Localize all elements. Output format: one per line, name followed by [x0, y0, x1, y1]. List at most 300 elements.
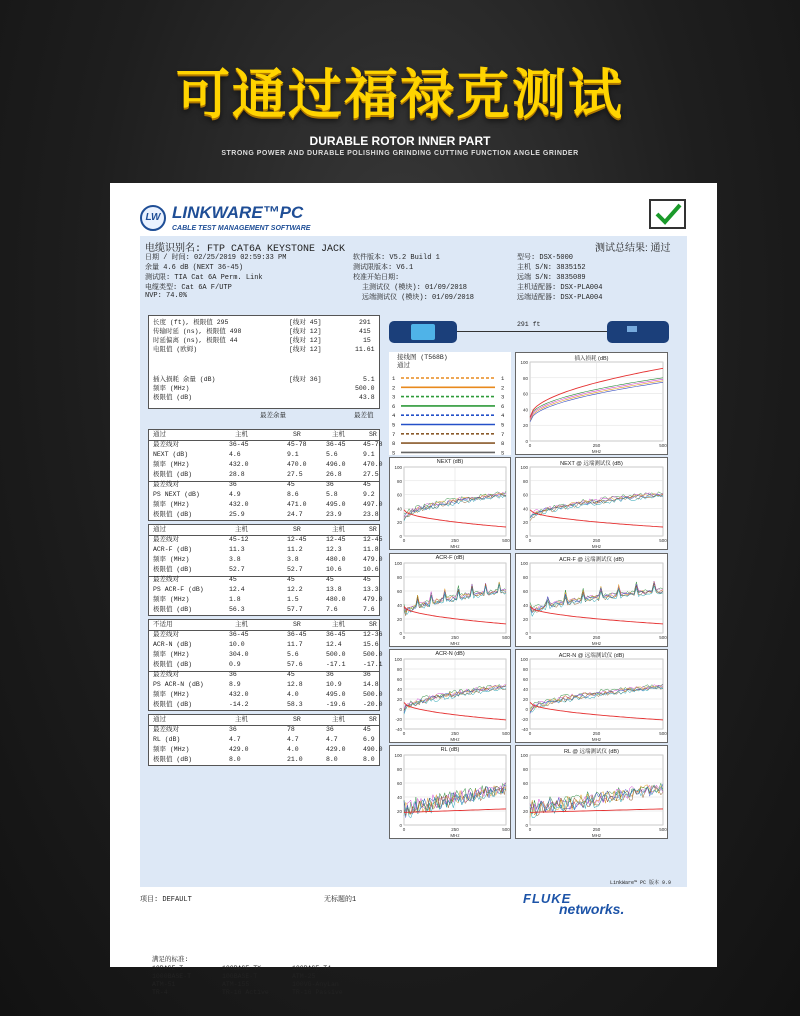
- x-tick-label: 0: [402, 538, 406, 543]
- y-tick-label: 60: [522, 589, 528, 594]
- skew-label: 时延偏离 (ns), 极限值 44: [153, 337, 238, 344]
- pin-label: 1: [392, 375, 396, 382]
- table-col-header: 主机: [332, 431, 345, 438]
- y-tick-label: 0: [399, 707, 402, 712]
- row-label: 极限值 (dB): [153, 471, 193, 478]
- row-label: 极限值 (dB): [153, 701, 193, 708]
- il-value: 5.1: [363, 376, 375, 383]
- chart-plot: [390, 554, 512, 648]
- resistance-pair: [线对 12]: [289, 346, 322, 353]
- row-label: 最差线对: [153, 576, 179, 583]
- cell-value: 45: [363, 726, 371, 733]
- cell-value: 52.7: [229, 566, 245, 573]
- y-tick-label: 100: [520, 465, 528, 470]
- cell-value: 56.3: [229, 606, 245, 613]
- cable-type: 电缆类型: Cat 6A F/UTP: [145, 284, 232, 292]
- standard-item: 100VG-AnyLan: [292, 981, 339, 988]
- table-col-header: SR: [293, 526, 301, 533]
- length-value: 291: [359, 319, 371, 326]
- y-tick-label: 20: [396, 520, 402, 526]
- cell-value: 45: [287, 671, 295, 678]
- chart-title: ACR-F (dB): [435, 555, 465, 561]
- chart-panel: [515, 352, 668, 455]
- cell-value: -17.1: [326, 661, 346, 668]
- cell-value: 78: [287, 726, 295, 733]
- results-table: [148, 714, 383, 766]
- row-label: 极限值 (dB): [153, 606, 193, 613]
- standard-item: 1000BASE-T: [152, 973, 192, 980]
- x-tick-label: 500: [659, 443, 667, 448]
- x-tick-label: 250: [451, 538, 459, 543]
- cell-value: 12.4: [229, 586, 245, 593]
- cell-value: 11.3: [229, 546, 245, 553]
- y-tick-label: 60: [396, 492, 402, 498]
- y-tick-label: 60: [522, 492, 528, 498]
- main-calibration: 主测试仪 (模块): 01/09/2018: [362, 284, 468, 292]
- y-tick-label: 40: [396, 795, 402, 800]
- cell-value: 8.6: [287, 491, 299, 498]
- skew-value: 15: [363, 337, 371, 344]
- x-tick-label: 250: [592, 827, 601, 832]
- cable-line: [457, 331, 607, 332]
- y-tick-label: 20: [522, 520, 528, 526]
- prop-delay-pair: [线对 12]: [289, 328, 322, 335]
- x-tick-label: 250: [451, 827, 459, 832]
- pin-label: S: [392, 449, 396, 455]
- cell-value: 4.0: [287, 746, 299, 753]
- x-axis-label: MHz: [591, 833, 602, 838]
- cell-value: 4.7: [287, 736, 299, 743]
- cell-value: 14.8: [363, 681, 379, 688]
- report-header: [140, 236, 687, 302]
- y-tick-label: 40: [396, 603, 402, 608]
- cell-value: 13.3: [363, 586, 379, 593]
- results-table: [148, 429, 383, 521]
- pin-label: 5: [501, 421, 505, 429]
- cell-value: 9.1: [363, 451, 375, 458]
- y-tick-label: -20: [521, 717, 528, 722]
- row-label: PS NEXT (dB): [153, 491, 200, 498]
- device-diagram: [389, 315, 679, 350]
- il-limit-label: 极限值 (dB): [153, 394, 193, 401]
- cell-value: 3.8: [287, 556, 299, 563]
- cell-value: 432.0: [229, 461, 249, 468]
- x-axis-label: MHz: [591, 737, 602, 742]
- wiremap-title: 接线图 (T568B): [397, 354, 448, 361]
- x-tick-label: 500: [659, 635, 667, 640]
- chart-panel: [389, 553, 511, 647]
- cell-value: 0.9: [229, 661, 241, 668]
- cell-value: 45-12: [229, 536, 249, 543]
- row-label: 频率 (MHz): [153, 596, 190, 603]
- x-tick-label: 0: [528, 827, 532, 832]
- chart-plot: [516, 554, 669, 648]
- cell-value: 4.0: [287, 691, 299, 698]
- cell-value: 36-45: [326, 631, 346, 638]
- cell-value: 8.0: [326, 756, 338, 763]
- row-label: ACR-F (dB): [153, 546, 193, 553]
- cell-value: 12-45: [287, 536, 307, 543]
- remote-adapter: 远端适配器: DSX-PLA004: [517, 294, 603, 302]
- cell-value: 5.8: [326, 491, 338, 498]
- y-tick-label: 20: [522, 617, 528, 622]
- cell-value: 495.0: [326, 501, 346, 508]
- chart-title: NEXT @ 远端测试仪 (dB): [560, 461, 623, 467]
- x-tick-label: 0: [528, 635, 532, 640]
- standard-item: ATM-155: [222, 981, 250, 988]
- cell-value: 4.6: [229, 451, 241, 458]
- y-tick-label: 40: [396, 506, 402, 512]
- cell-value: 432.0: [229, 691, 249, 698]
- row-label: 最差线对: [153, 631, 179, 638]
- x-tick-label: 0: [402, 635, 406, 640]
- chart-title: ACR-N (dB): [435, 651, 465, 657]
- table-col-header: 主机: [235, 621, 248, 628]
- cell-value: 12-36: [363, 631, 383, 638]
- standards-title: 满足的标准:: [152, 956, 189, 963]
- chart-title: NEXT (dB): [436, 459, 464, 465]
- cell-value: 11.7: [287, 641, 303, 648]
- cell-value: 36-45: [326, 441, 346, 448]
- results-table: [148, 619, 383, 711]
- chart-panel: [389, 649, 511, 743]
- cell-value: 7.6: [326, 606, 338, 613]
- results-table: [148, 524, 383, 616]
- cell-value: 500.0: [363, 691, 383, 698]
- chart-plot: [390, 458, 512, 551]
- pin-label: 7: [392, 430, 396, 438]
- row-label: 最差线对: [153, 726, 179, 733]
- x-axis-label: MHz: [591, 641, 602, 646]
- wiremap-status: 通过: [397, 362, 410, 369]
- y-tick-label: 20: [522, 809, 528, 814]
- row-label: 频率 (MHz): [153, 651, 190, 658]
- x-tick-label: 500: [502, 538, 510, 543]
- cell-value: 45: [287, 481, 295, 488]
- cell-value: 4.7: [229, 736, 241, 743]
- project-label: 项目: DEFAULT: [140, 896, 192, 904]
- wiremap-box: [389, 352, 511, 455]
- x-axis-label: MHz: [591, 544, 602, 549]
- subtitle-line-2: STRONG POWER AND DURABLE POLISHING GRINDING CUTTING FUNCTION ANGLE GRINDER: [221, 150, 579, 157]
- row-label: 频率 (MHz): [153, 461, 190, 468]
- y-tick-label: 20: [396, 697, 402, 702]
- prop-delay-value: 415: [359, 328, 371, 335]
- cell-value: 36: [326, 671, 334, 678]
- cell-value: 6.9: [363, 736, 375, 743]
- cell-value: 36-45: [229, 631, 249, 638]
- y-tick-label: 80: [522, 375, 528, 381]
- remote-tester-icon: [607, 321, 669, 343]
- pin-label: S: [501, 449, 505, 455]
- row-label: 最差线对: [153, 671, 179, 678]
- cell-value: 23.8: [363, 511, 379, 518]
- cell-value: 490.0: [363, 746, 383, 753]
- chart-plot: [516, 650, 669, 744]
- standard-item: ATM-25: [292, 973, 316, 980]
- x-axis-label: MHz: [450, 833, 460, 838]
- table-col-header: SR: [293, 621, 301, 628]
- x-tick-label: 0: [528, 443, 532, 448]
- test-report-sheet: [110, 183, 717, 996]
- chart-title: 插入损耗 (dB): [574, 356, 609, 362]
- x-axis-label: MHz: [450, 544, 460, 549]
- x-axis-label: MHz: [591, 449, 602, 454]
- y-tick-label: 60: [522, 391, 528, 397]
- chart-panel: [515, 745, 668, 839]
- y-tick-label: 20: [396, 809, 402, 814]
- brand-tagline: CABLE TEST MANAGEMENT SOFTWARE: [172, 225, 311, 232]
- row-label: 极限值 (dB): [153, 511, 193, 518]
- cell-value: 45-78: [287, 441, 307, 448]
- chart-panel: [515, 553, 668, 647]
- chart-plot: [390, 650, 512, 744]
- cell-value: 45: [326, 576, 334, 583]
- x-axis-label: MHz: [450, 737, 460, 742]
- cable-length: 291 ft: [517, 321, 541, 328]
- cell-value: 25.9: [229, 511, 245, 518]
- standard-item: 10BASE-T: [152, 965, 184, 972]
- chart-plot: [390, 746, 512, 840]
- cell-value: 27.5: [363, 471, 379, 478]
- y-tick-label: 0: [525, 439, 528, 444]
- x-tick-label: 500: [659, 731, 667, 736]
- cell-value: 432.0: [229, 501, 249, 508]
- row-label: 频率 (MHz): [153, 746, 190, 753]
- cell-value: 3.8: [229, 556, 241, 563]
- y-tick-label: 100: [520, 360, 528, 365]
- cell-value: 24.7: [287, 511, 303, 518]
- main-adapter: 主机适配器: DSX-PLA004: [517, 284, 603, 292]
- cell-value: 45: [287, 576, 295, 583]
- cell-value: 10.9: [326, 681, 342, 688]
- y-tick-label: 0: [525, 707, 528, 712]
- cell-value: 496.0: [326, 461, 346, 468]
- cell-value: 8.0: [229, 756, 241, 763]
- chart-panel: [515, 649, 668, 743]
- y-tick-label: 60: [522, 781, 528, 786]
- limit-version: 测试限版本: V6.1: [353, 264, 414, 272]
- cell-value: 12.2: [287, 586, 303, 593]
- cell-value: 26.8: [326, 471, 342, 478]
- calibration-date: 校准开始日期:: [353, 274, 400, 282]
- x-tick-label: 500: [502, 635, 510, 640]
- y-tick-label: 40: [396, 687, 402, 692]
- cell-value: 58.3: [287, 701, 303, 708]
- y-tick-label: -40: [521, 727, 528, 732]
- software-version: 软件版本: V5.2 Build 1: [353, 254, 440, 262]
- y-tick-label: 0: [399, 631, 402, 636]
- cell-value: -17.1: [363, 661, 383, 668]
- cell-value: 15.6: [363, 641, 379, 648]
- linkware-logo: [140, 203, 330, 239]
- cell-value: 10.6: [326, 566, 342, 573]
- length-label: 长度 (ft), 极限值 295: [153, 319, 229, 326]
- il-limit-value: 43.8: [359, 394, 375, 401]
- fluke-networks-logo: networks.: [559, 901, 625, 917]
- resistance-value: 11.61: [355, 346, 375, 353]
- y-tick-label: 60: [396, 677, 402, 682]
- table-col-header: SR: [369, 431, 377, 438]
- y-tick-label: 20: [396, 617, 402, 622]
- pin-label: 6: [501, 402, 505, 410]
- x-tick-label: 250: [592, 443, 601, 448]
- chart-panel: [389, 457, 511, 550]
- y-tick-label: 100: [394, 465, 402, 470]
- cell-value: 12.8: [287, 681, 303, 688]
- x-tick-label: 250: [592, 635, 601, 640]
- chart-title: ACR-N @ 远端测试仪 (dB): [558, 653, 625, 659]
- subtitle-line-1: DURABLE ROTOR INNER PART: [309, 134, 491, 148]
- x-tick-label: 0: [402, 827, 406, 832]
- x-tick-label: 0: [528, 538, 532, 543]
- table-col-header: SR: [293, 431, 301, 438]
- table-col-header: 主机: [235, 716, 248, 723]
- chart-title: RL (dB): [440, 747, 460, 753]
- standard-item: 10GBASE-T: [222, 973, 258, 980]
- remote-calibration: 远端测试仪 (模块): 01/09/2018: [362, 294, 475, 302]
- cell-value: 480.0: [326, 556, 346, 563]
- date-time: 日期 / 时间: 02/25/2019 02:59:33 PM: [145, 254, 287, 262]
- cell-value: 13.8: [326, 586, 342, 593]
- y-tick-label: 60: [396, 589, 402, 594]
- y-tick-label: 40: [522, 407, 528, 413]
- cell-value: 52.7: [287, 566, 303, 573]
- main-sn: 主机 S/N: 3835152: [517, 264, 586, 272]
- main-tester-icon: [389, 321, 457, 343]
- chart-title: ACR-F @ 远端测试仪 (dB): [559, 557, 624, 563]
- cell-value: 36: [326, 726, 334, 733]
- cell-value: 28.8: [229, 471, 245, 478]
- cell-value: 4.7: [326, 736, 338, 743]
- row-label: RL (dB): [153, 736, 181, 743]
- y-tick-label: 40: [522, 795, 528, 800]
- cell-value: 45: [363, 481, 371, 488]
- skew-pair: [线对 12]: [289, 337, 322, 344]
- y-tick-label: 0: [525, 823, 528, 828]
- y-tick-label: 100: [394, 561, 402, 566]
- cell-value: 12.3: [326, 546, 342, 553]
- y-tick-label: 80: [522, 667, 528, 672]
- y-tick-label: 80: [396, 478, 402, 484]
- cell-value: 36: [229, 726, 237, 733]
- table-col-header: SR: [293, 716, 301, 723]
- standard-item: TR-16 Passive: [292, 989, 343, 996]
- cell-value: 479.0: [363, 596, 383, 603]
- pin-label: 4: [392, 412, 396, 420]
- pin-label: 5: [392, 421, 396, 429]
- table-col-header: 主机: [332, 621, 345, 628]
- row-label: 极限值 (dB): [153, 661, 193, 668]
- pass-check-icon: [649, 199, 686, 229]
- prop-delay-label: 传输时延 (ns), 极限值 498: [153, 328, 242, 335]
- chart-plot: [516, 458, 669, 551]
- margin: 余量 4.6 dB (NEXT 36-45): [145, 264, 244, 272]
- y-tick-label: 100: [520, 753, 528, 758]
- lw-badge-icon: LW: [140, 205, 166, 231]
- cell-value: 36: [229, 481, 237, 488]
- length-box: [148, 315, 380, 409]
- cell-value: 1.5: [287, 596, 299, 603]
- x-tick-label: 250: [592, 538, 601, 543]
- y-tick-label: 100: [520, 561, 528, 566]
- row-label: 极限值 (dB): [153, 566, 193, 573]
- x-tick-label: 250: [451, 635, 459, 640]
- row-label: 极限值 (dB): [153, 756, 193, 763]
- cell-value: 9.1: [287, 451, 299, 458]
- cell-value: 36: [326, 481, 334, 488]
- cell-value: 57.7: [287, 606, 303, 613]
- cell-value: 45: [363, 576, 371, 583]
- chart-plot: [516, 353, 669, 456]
- resistance-label: 电阻值 (欧姆): [153, 346, 198, 353]
- cell-value: 304.0: [229, 651, 249, 658]
- cell-value: 36: [363, 671, 371, 678]
- cell-value: 480.0: [326, 596, 346, 603]
- y-tick-label: -40: [395, 727, 402, 732]
- standard-item: 100BASE-T4: [292, 965, 332, 972]
- cell-value: 5.6: [326, 451, 338, 458]
- x-tick-label: 500: [502, 827, 510, 832]
- cell-value: 11.8: [363, 546, 379, 553]
- brand-name: LINKWARE™PC: [172, 203, 304, 222]
- y-tick-label: 60: [522, 677, 528, 682]
- table-col-header: 主机: [235, 526, 248, 533]
- cell-value: 36-45: [229, 441, 249, 448]
- x-tick-label: 0: [402, 731, 406, 736]
- row-label: 最差线对: [153, 536, 179, 543]
- il-pair: [线对 36]: [289, 376, 322, 383]
- cell-value: 21.0: [287, 756, 303, 763]
- cell-value: 500.0: [326, 651, 346, 658]
- table-status: 通过: [153, 716, 166, 723]
- row-label: 最差线对: [153, 481, 179, 488]
- cell-value: 45-78: [363, 441, 383, 448]
- cell-value: 7.6: [363, 606, 375, 613]
- row-label: 最差线对: [153, 441, 179, 448]
- y-tick-label: 0: [525, 534, 528, 539]
- x-tick-label: 500: [659, 827, 667, 832]
- table-col-header: SR: [369, 526, 377, 533]
- cell-value: -20.0: [363, 701, 383, 708]
- fluke-logo: FLUKE: [523, 891, 572, 906]
- table-col-header: 主机: [332, 526, 345, 533]
- pin-label: 6: [392, 402, 396, 410]
- cell-value: 36-45: [287, 631, 307, 638]
- row-label: 频率 (MHz): [153, 556, 190, 563]
- cell-value: 500.0: [363, 651, 383, 658]
- worst-margin-heading: 最差余量: [260, 412, 286, 419]
- pin-label: 3: [501, 393, 505, 401]
- cell-value: 470.0: [287, 461, 307, 468]
- pin-label: 8: [501, 440, 505, 448]
- y-tick-label: 100: [394, 657, 402, 662]
- table-status: 通过: [153, 431, 166, 438]
- table-col-header: 主机: [235, 431, 248, 438]
- length-pair: [线对 45]: [289, 319, 322, 326]
- remote-sn: 远端 S/N: 3835089: [517, 274, 586, 282]
- cell-value: 1.8: [229, 596, 241, 603]
- cell-value: 9.2: [363, 491, 375, 498]
- test-limit: 测试限: TIA Cat 6A Perm. Link: [145, 274, 263, 282]
- x-tick-label: 500: [659, 538, 667, 543]
- y-tick-label: 40: [522, 506, 528, 512]
- pin-label: 2: [392, 384, 396, 392]
- x-tick-label: 500: [502, 731, 510, 736]
- table-col-header: SR: [369, 716, 377, 723]
- cell-value: 45: [229, 576, 237, 583]
- standard-item: ATM-51: [152, 981, 176, 988]
